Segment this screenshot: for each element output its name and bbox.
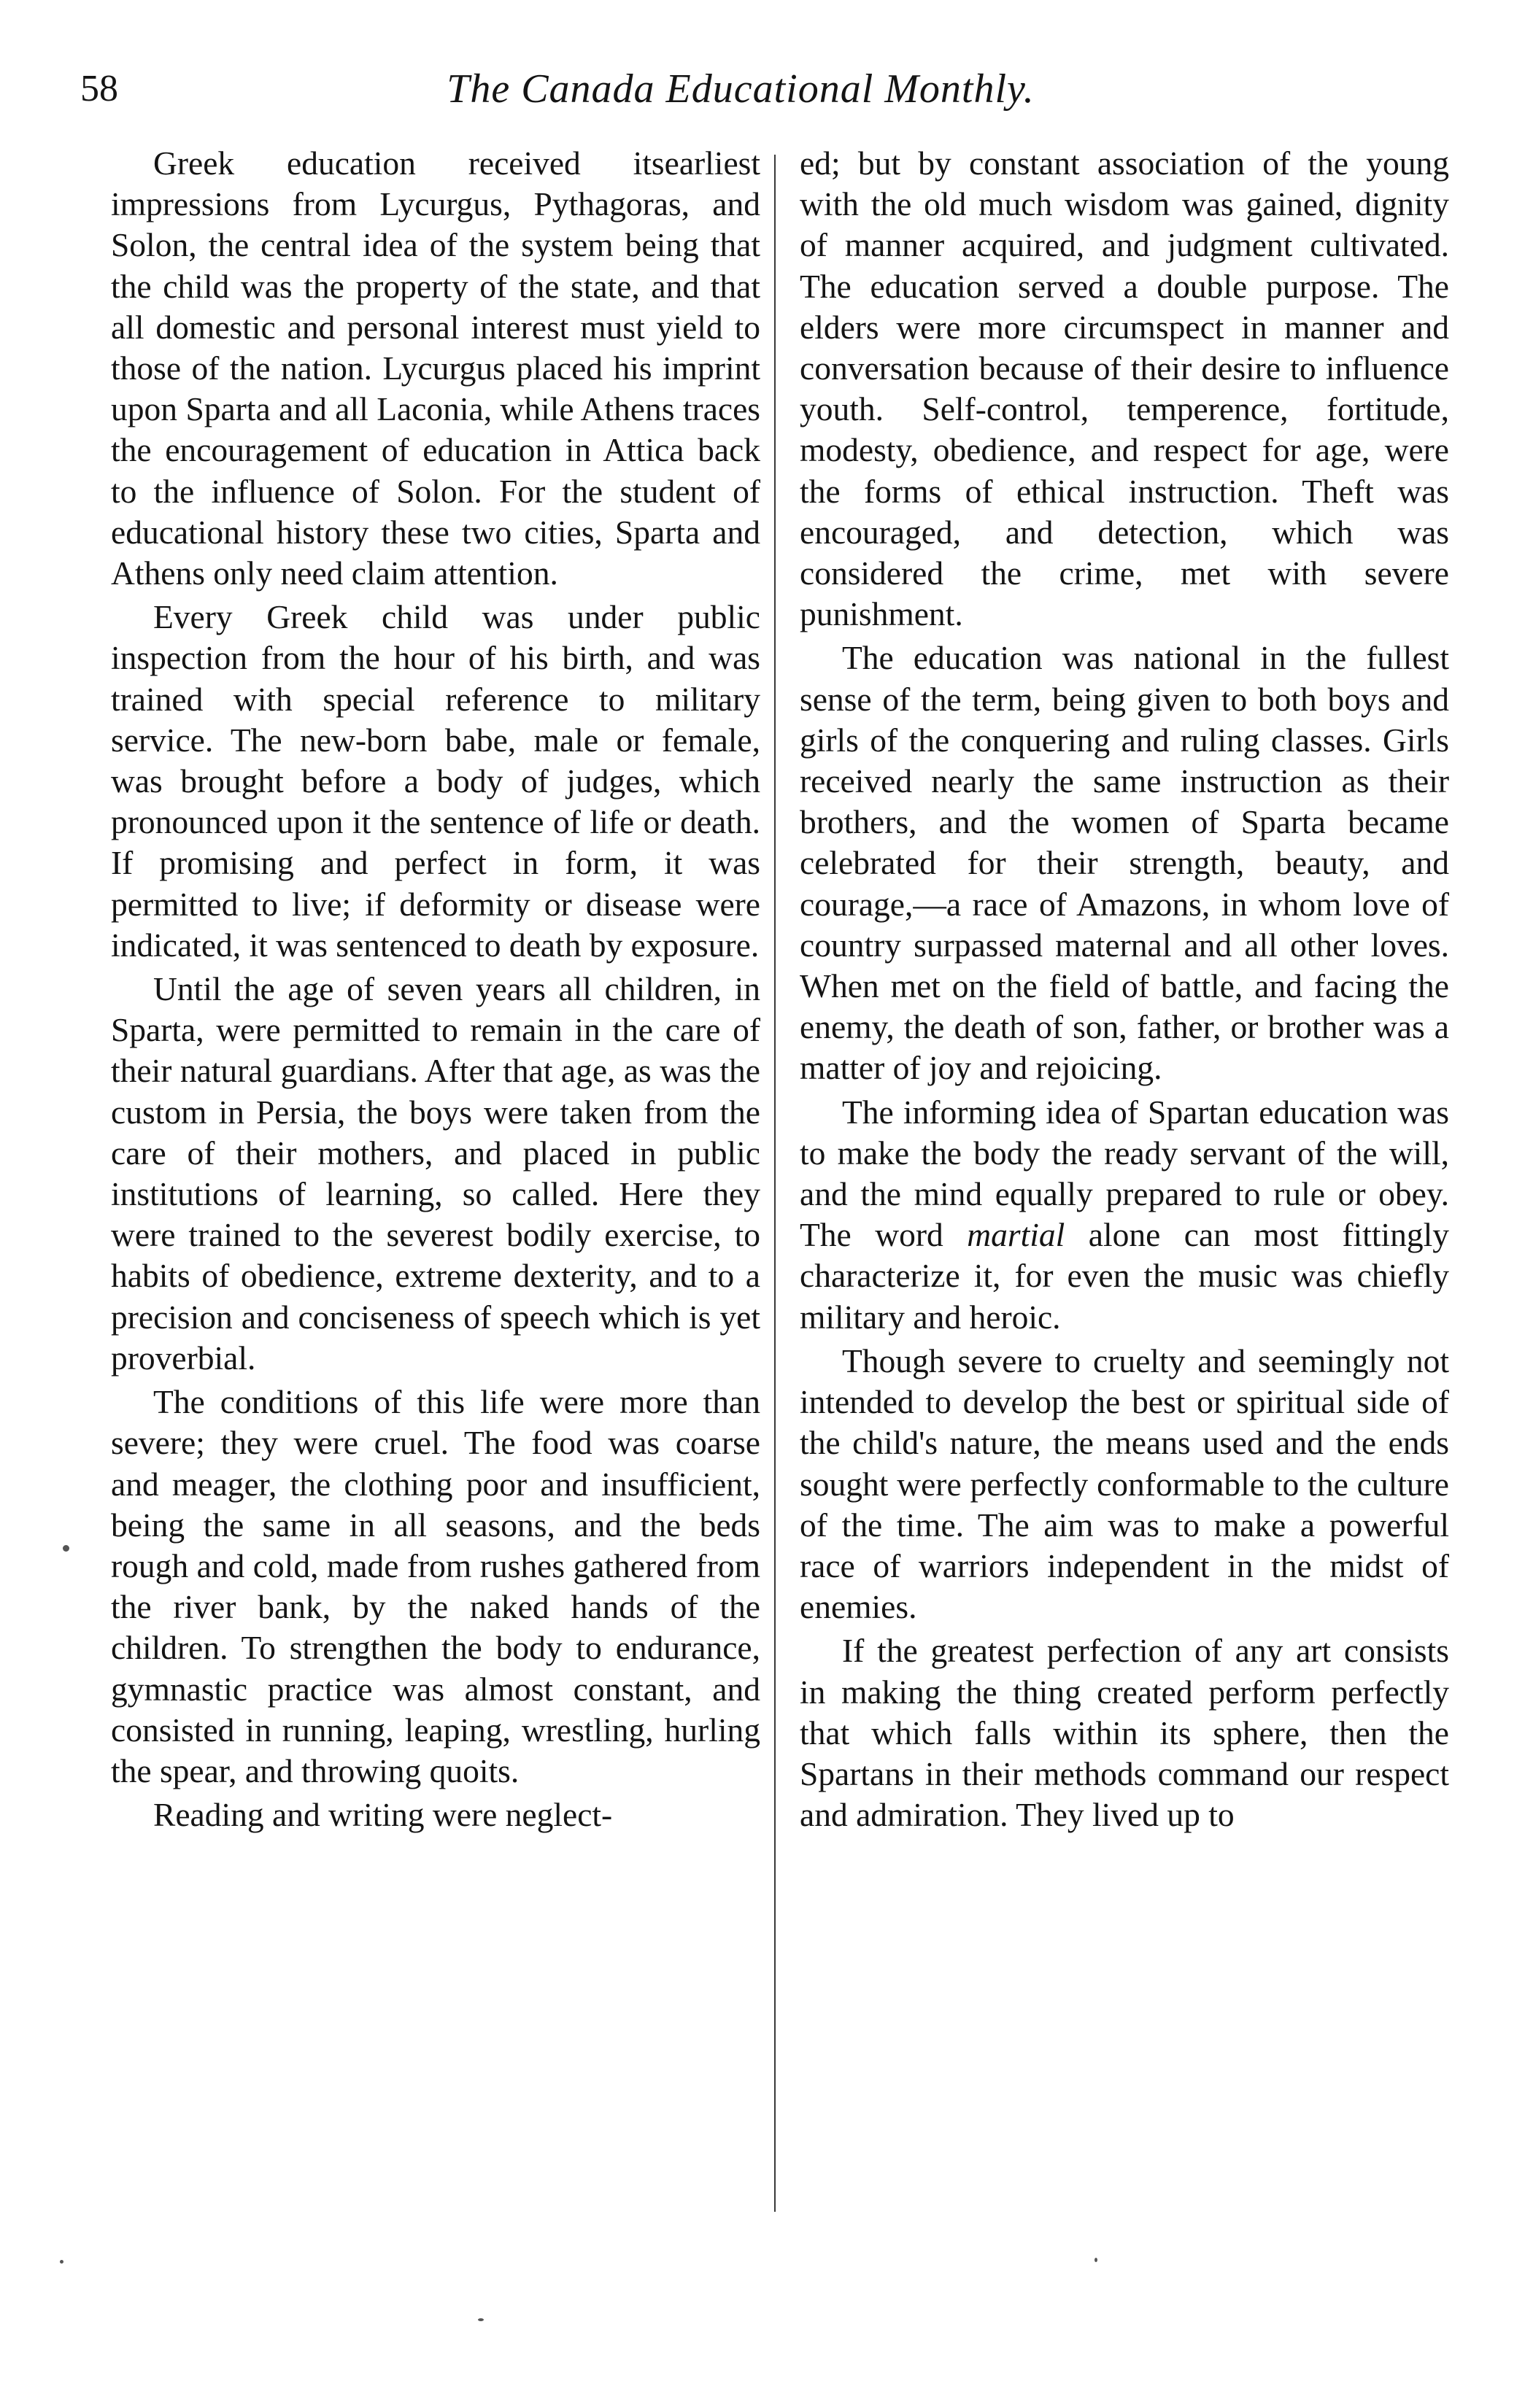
paragraph: If the greatest perfection of any art consists in making the thing created perform perfectly that which falls within its sphere, then the Spartans in their methods command our respect and admiration. They lived up to xyxy=(800,1632,1449,1834)
paragraph: The conditions of this life were more than severe; they were cruel. The food was coarse and meager, the clothing poor and insufficient, being the same in all seasons, and the beds rough and cold, made from rushes gathered from the river bank, by the naked hands of the children. To strengthen the body to endurance, gymnastic practice was almost constant, and consisted in running, leaping, wrestling, hurling the spear, and throwing quoits. xyxy=(111,1383,760,1789)
paragraph: The education was national in the fullest sense of the term, being given to both boys and girls of the conquering and ruling classes. Girls received nearly the same instruction as their brothers, and the women of Sparta became celebrated for their strength, beauty, and courage,—a race of Amazons, in whom love of country surpassed maternal and all other loves. When met on the field of battle, and facing the enemy, the death of son, father, or brother was a matter of joy and rejoicing. xyxy=(800,639,1449,1087)
paragraph xyxy=(800,1092,1449,1338)
paragraph: Reading and writing were neglect- xyxy=(153,1796,613,1834)
emphasized-word: martial xyxy=(967,1216,1065,1254)
paragraph-text: The informing idea of Spartan education was to make the body the ready servant of the will, and the mind equally prepared to rule or obey. The word xyxy=(800,1093,1449,1254)
paragraph-text: alone can most fittingly characterize it, for even the music was chiefly military and heroic. xyxy=(800,1216,1449,1336)
column-divider xyxy=(774,155,776,2212)
paragraph: Though severe to cruelty and seemingly not intended to develop the best or spiritual side of the child's nature, the means used and the ends sought were perfectly conformable to the culture of the time. The aim was to make a powerful race of warriors independent in the midst of enemies. xyxy=(800,1342,1449,1626)
left-column xyxy=(111,143,760,1835)
paragraph-continued: ed; but by constant association of the young with the old much wisdom was gained, dignity of manner acquired, and judgment cultivated. The education served a double purpose. The elders were more circumspect in manner and conversation because of their desire to influence youth. Self-control, temperence, fortitude, modesty, obedience, and respect for age, were the forms of ethical instruction. Theft was encouraged, and detection, which was considered the crime, met with severe punishment. xyxy=(800,144,1449,633)
paragraph: Every Greek child was under public inspection from the hour of his birth, and was trained with special reference to military service. The new-born babe, male or female, was brought before a body of judges, which pronounced upon it the sentence of life or death. If promising and perfect in form, it was permitted to live; if deformity or disease were indicated, it was sentenced to death by exposure. xyxy=(111,598,760,964)
running-title: The Canada Educational Monthly. xyxy=(447,66,1035,112)
right-column xyxy=(800,143,1449,1835)
page-number: 58 xyxy=(80,68,118,109)
paragraph: Until the age of seven years all children, in Sparta, were permitted to remain in the care of their natural guardians. After that age, as was the custom in Persia, the boys were taken from the care of their mothers, and placed in public institutions of learning, so called. Here they were trained to the severest bodily exercise, to habits of obedience, extreme dexterity, and to a precision and conciseness of speech which is yet proverbial. xyxy=(111,970,760,1377)
paragraph: Greek education received itsearliest impressions from Lycurgus, Pythagoras, and Solon, the central idea of the system being that the child was the property of the state, and that all domestic and personal interest must yield to those of the nation. Lycurgus placed his imprint upon Sparta and all Laconia, while Athens traces the encouragement of education in Attica back to the influence of Solon. For the student of educational history these two cities, Sparta and Athens only need claim attention. xyxy=(111,144,760,592)
page-header xyxy=(80,60,1146,118)
